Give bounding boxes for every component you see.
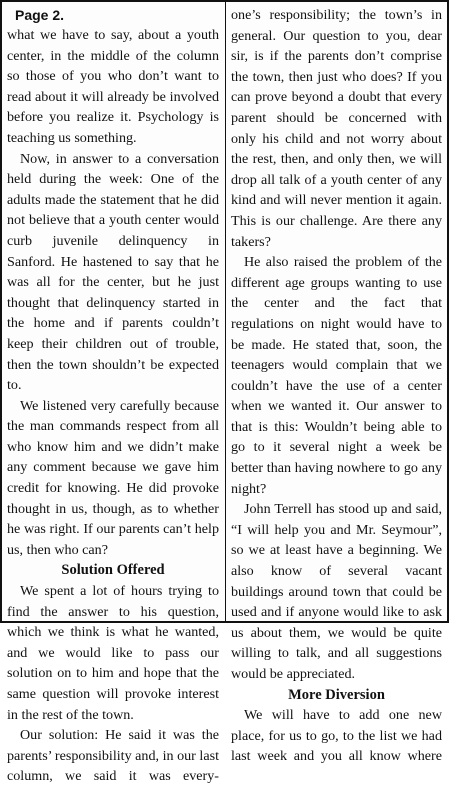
heading-more-diversion: More Diversion [288, 686, 385, 703]
right-paragraph-1: one’s responsibility; the town’s in general. Our question to you, dear sir, is if the parents don’t comprise the town, then just who does? If you can prove beyond a doubt that every parent should be concerned with only his child and not worry about the rest, then, and only then, we will drop all talk of a youth center of any kind and will never mention it again. This is our challenge. Are there any takers? [231, 7, 442, 250]
right-column [225, 2, 447, 765]
left-paragraph-2: Now, in answer to a conversation held during the week: One of the adults made the statement that he did not believe that a youth center would curb juvenile delinquency in Sanford. He hastened to say that he was all for the center, but he just thought that delinquency started in the home and if parents couldn’t keep their children out of trouble, then the town shouldn’t be expected to. [7, 150, 219, 394]
page-label: Page 2. [15, 7, 65, 23]
right-paragraph-3: John Terrell has stood up and said, “I will help you and Mr. Seymour”, so we at least have a beginning. We also know of several vacant buildings around town that could be used and if anyone would like to ask us about them, we would be quite willing to talk, and all suggestions would be appreciated. [231, 501, 442, 682]
right-paragraph-4: We will have to add one new place, for us to go, to the list we had last week and you all know where [231, 707, 442, 765]
left-paragraph-3: We listened very carefully because the man commands respect from all who know him and we didn’t make any comment because we gave him credit for knowing. He did provoke thought in us, though, as to whether he was right. If our parents can’t help us, then who can? [7, 397, 219, 558]
left-paragraph-5: Our solution: He said it was the parents’ responsibility and, in our last column, we said it was every- [7, 727, 219, 785]
left-paragraph-1: what we have to say, about a youth center, in the middle of the column so those of you who don’t want to read about it will already be involved before you realize it. Psychology is teaching us something. [7, 27, 219, 146]
left-column [2, 2, 224, 785]
left-paragraph-4: We spent a lot of hours trying to find the answer to his question, which we think is what he wanted, and we would like to pass our solution on to him and hope that the same question will provoke interest in the rest of the town. [7, 583, 219, 723]
heading-solution-offered: Solution Offered [61, 562, 165, 579]
right-paragraph-2: He also raised the problem of the different age groups wanting to use the center and the fact that regulations on night would have to be made. He stated that, soon, the teenagers would complain that we couldn’t have the use of a center when we wanted it. Our answer to that is this: Wouldn’t being able to go to it several night a week be better than having nowhere to go any night? [231, 254, 442, 497]
